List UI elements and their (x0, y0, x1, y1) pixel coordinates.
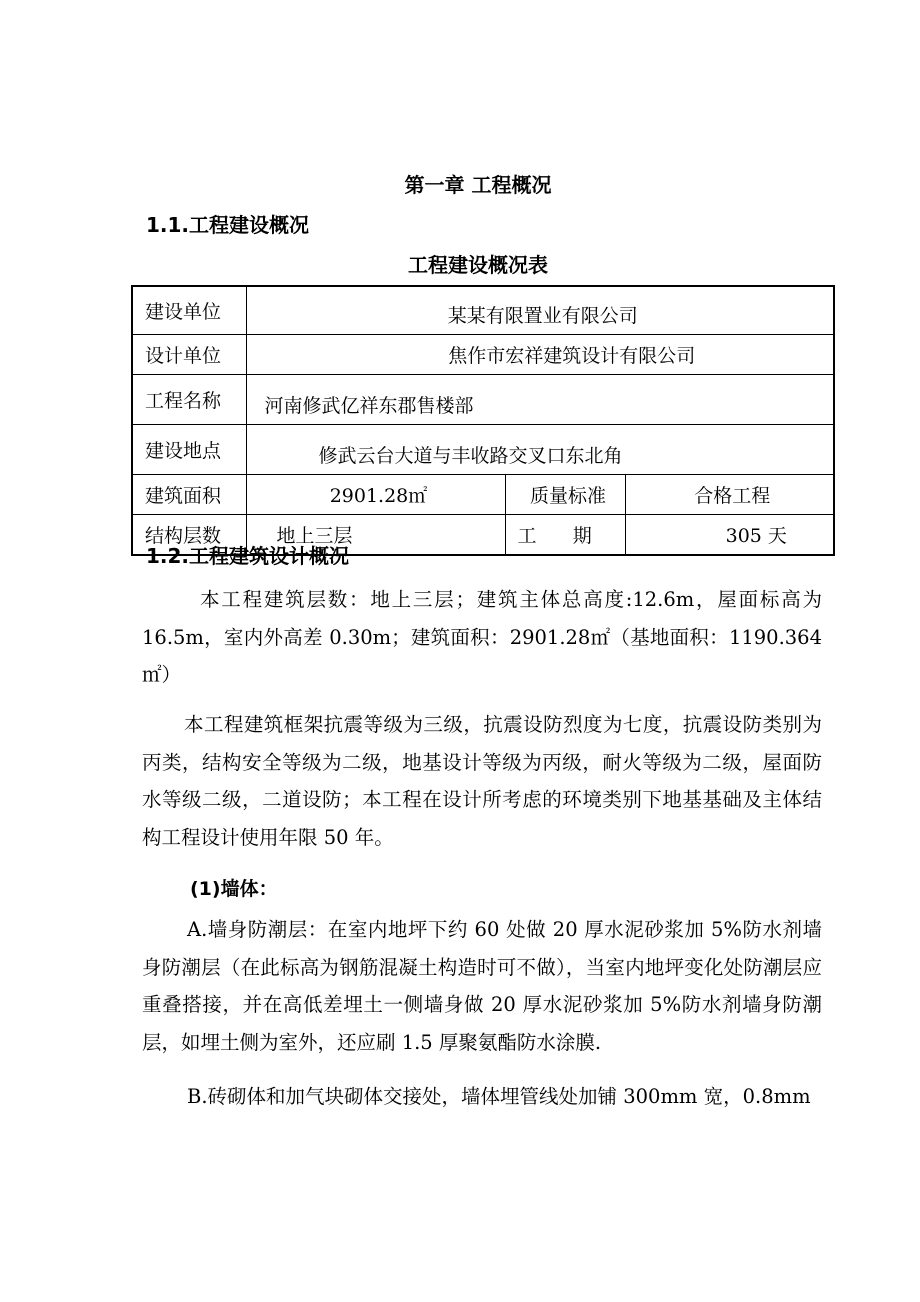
table-cell-value: 河南修武亿祥东郡售楼部 (246, 375, 834, 425)
table-cell-value: 某某有限置业有限公司 (246, 286, 834, 335)
paragraph-wall-a: A.墙身防潮层：在室内地坪下约 60 处做 20 厚水泥砂浆加 5%防水剂墙身防潮层（在此标高为钢筋混凝土构造时可不做），当室内地坪变化处防潮层应重叠搭接，并在高低差埋土一侧墙身做 20 厚水泥砂浆加 5%防水剂墙身防潮层，如埋土侧为室外，还应刷 1.5 厚聚氨酯防水涂膜. (142, 918, 822, 1054)
table-cell-label: 设计单位 (132, 335, 246, 375)
section-heading-1-1: 1.1.工程建设概况 (146, 213, 310, 237)
wall-subheading: (1)墙体： (190, 878, 278, 900)
table-row (132, 425, 834, 475)
table-row (132, 475, 834, 515)
section-heading-1-2: 1.2.工程建筑设计概况 (146, 544, 350, 568)
table-cell-value: 焦作市宏祥建筑设计有限公司 (246, 335, 834, 375)
table-row (132, 375, 834, 425)
table-cell-label: 建设地点 (132, 425, 246, 475)
table-cell-value: 305 天 (625, 515, 834, 556)
table-cell-value: 合格工程 (625, 475, 834, 515)
table-cell-label: 建设单位 (132, 286, 246, 335)
table-cell-label: 结构层数 (132, 515, 246, 556)
table-title: 工程建设概况表 (408, 253, 548, 277)
project-overview-table (131, 285, 835, 556)
table-row (132, 286, 834, 335)
paragraph-wall-b: B.砖砌体和加气块砌体交接处，墙体埋管线处加铺 300mm 宽，0.8mm (187, 1085, 811, 1108)
table-row (132, 335, 834, 375)
chapter-title: 第一章 工程概况 (404, 173, 552, 197)
paragraph-seismic-grade: 本工程建筑框架抗震等级为三级，抗震设防烈度为七度，抗震设防类别为丙类，结构安全等级为二级，地基设计等级为丙级，耐火等级为二级，屋面防水等级二级，二道设防；本工程在设计所考虑的环境类别下地基基础及主体结构工程设计使用年限 50 年。 (142, 713, 822, 849)
table-cell-label: 质量标准 (505, 475, 625, 515)
table-cell-value: 修武云台大道与丰收路交叉口东北角 (246, 425, 834, 475)
paragraph-building-summary: 本工程建筑层数：地上三层；建筑主体总高度:12.6m，屋面标高为 16.5m，室内外高差 0.30m；建筑面积：2901.28㎡（基地面积：1190.364㎡） (142, 588, 822, 686)
table-cell-label: 建筑面积 (132, 475, 246, 515)
table-cell-value: 地上三层 (246, 515, 505, 556)
table-cell-label: 工 期 (505, 515, 625, 556)
table-cell-label: 工程名称 (132, 375, 246, 425)
table-cell-value: 2901.28㎡ (246, 475, 505, 515)
